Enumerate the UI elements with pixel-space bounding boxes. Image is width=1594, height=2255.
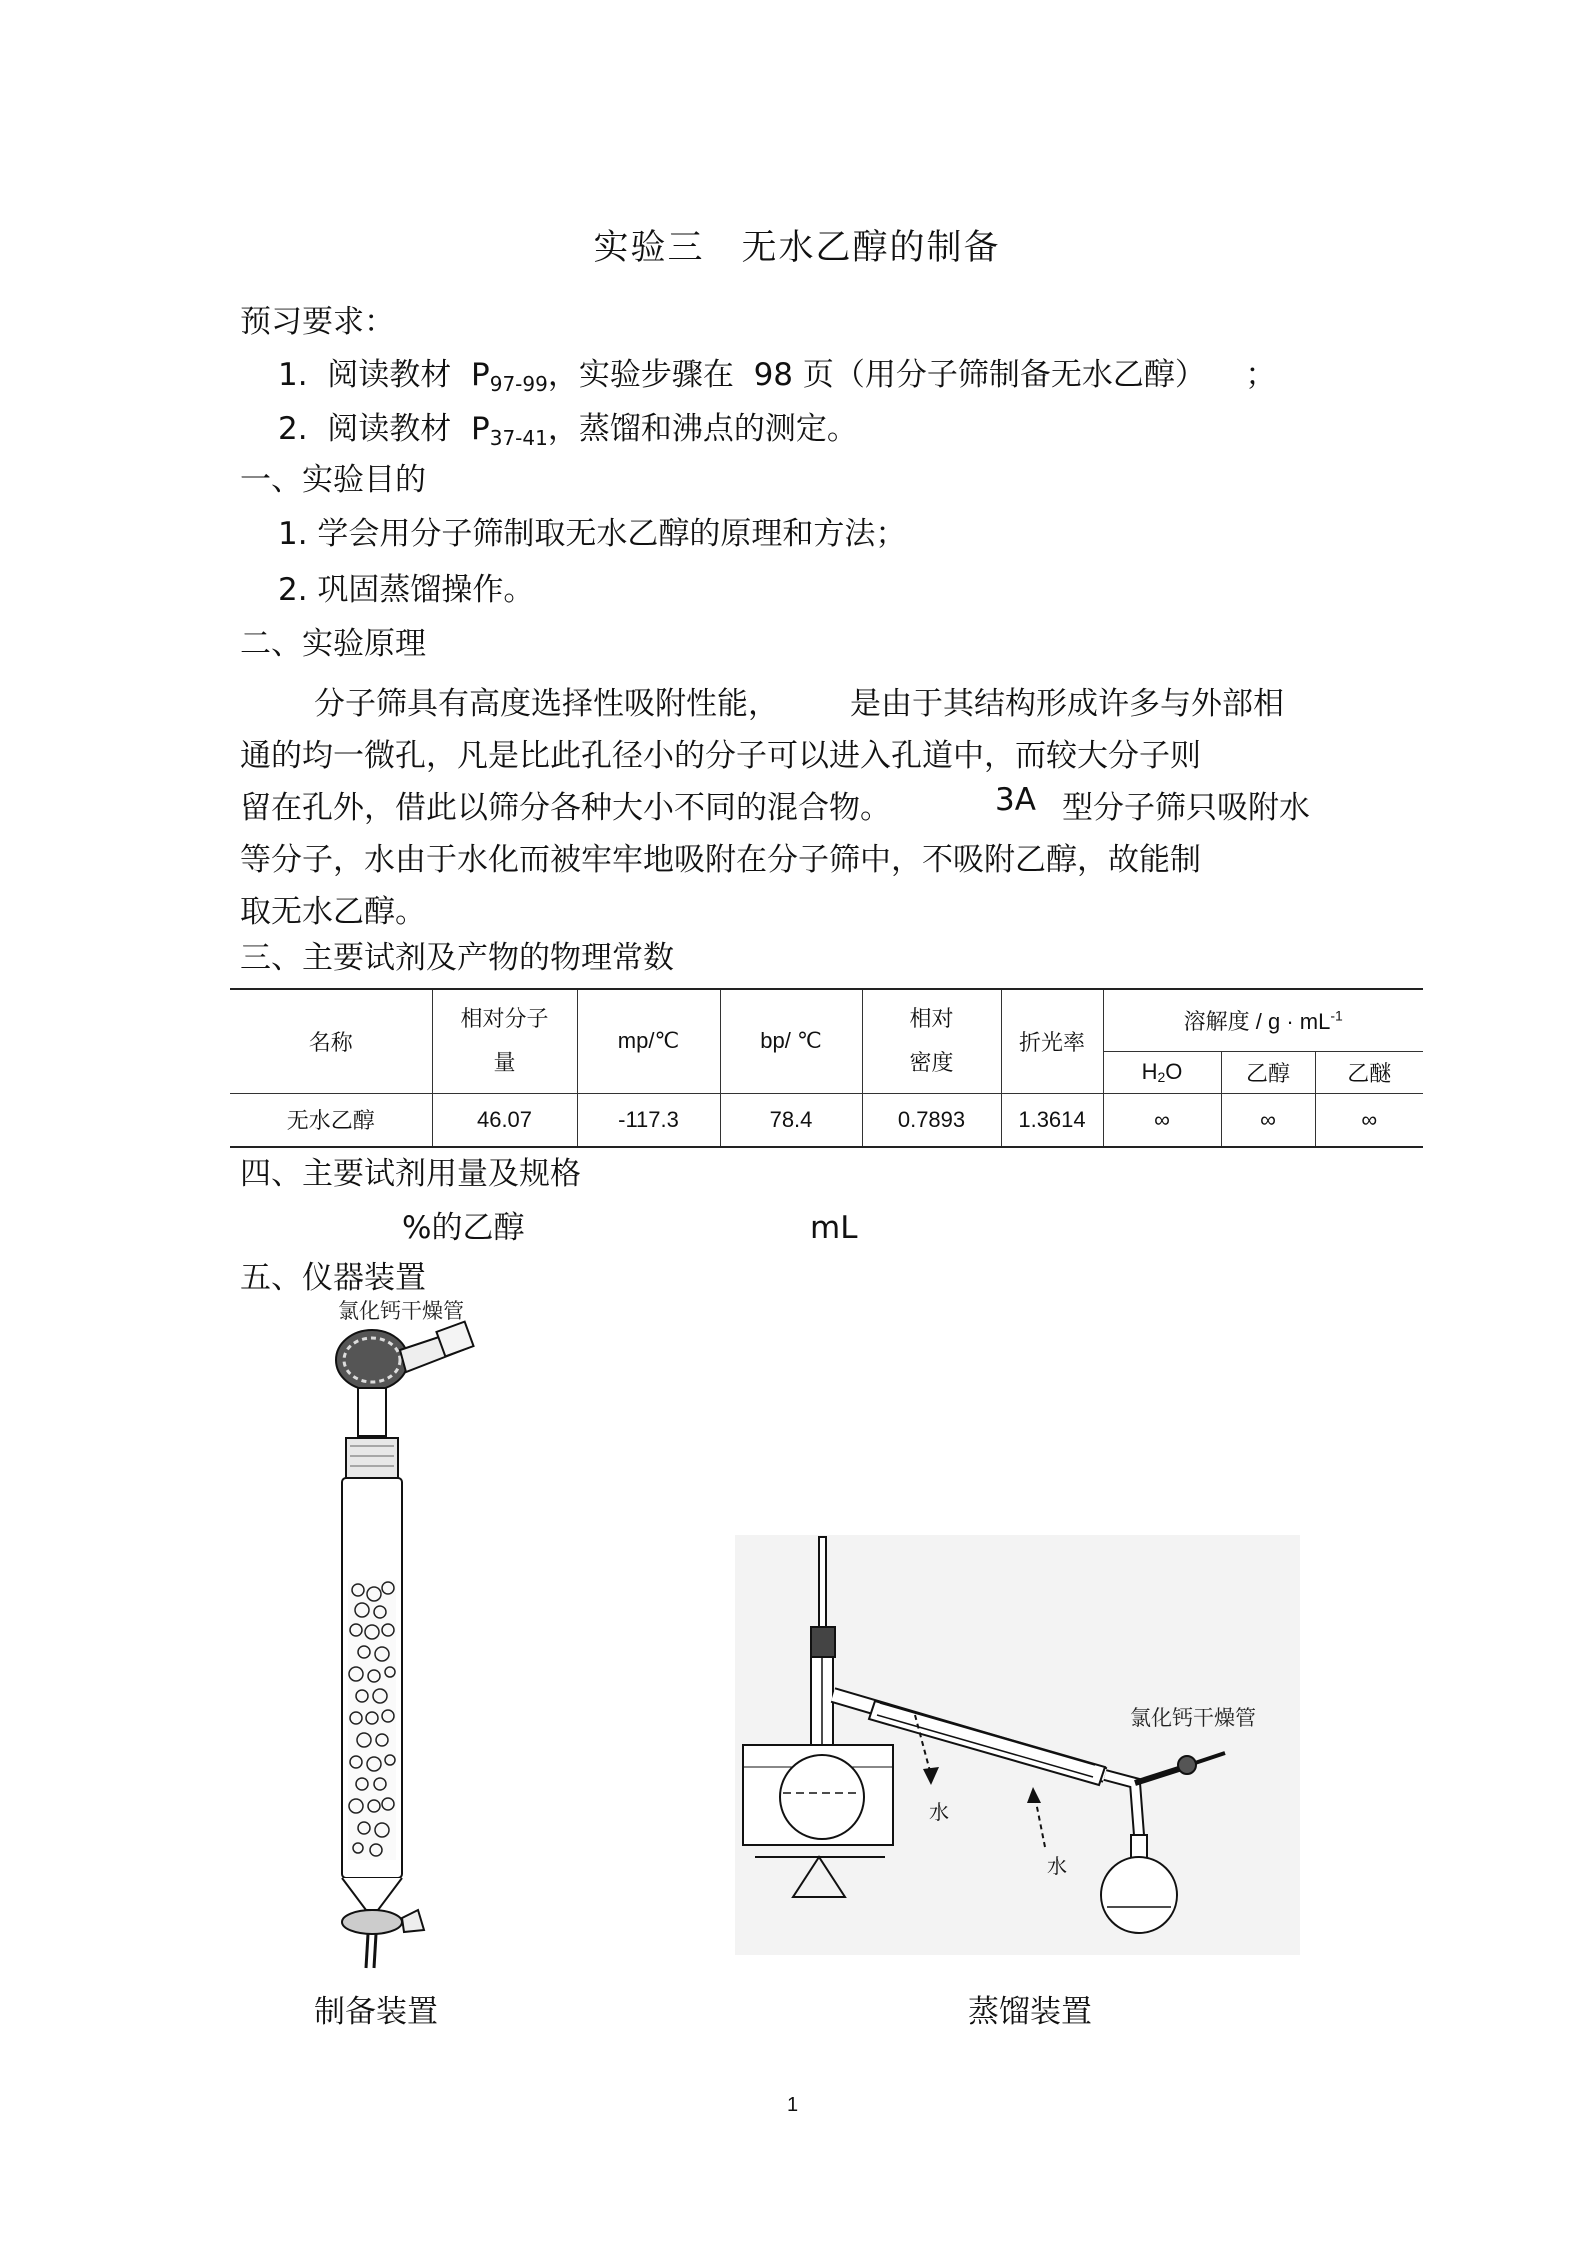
th-name: 名称	[230, 989, 432, 1093]
section-3-heading: 三、主要试剂及产物的物理常数	[240, 940, 674, 976]
principle-line-4: 等分子，水由于水化而被牢牢地吸附在分子筛中，不吸附乙醇，故能制	[240, 842, 1201, 878]
drying-tube-label-right: 氯化钙干燥管	[1130, 1706, 1256, 1730]
preview-item-1-text-d: ；	[1245, 357, 1277, 393]
th-density: 相对 密度	[862, 989, 1001, 1093]
preview-item-1-text-b: ，实验步骤在	[547, 357, 734, 393]
section-1-item-2: 2. 巩固蒸馏操作。	[278, 572, 535, 608]
molecular-sieve-packing-icon	[348, 1580, 396, 1860]
section-5-heading: 五、仪器装置	[240, 1260, 426, 1296]
cell-name: 无水乙醇	[230, 1093, 432, 1147]
principle-line-5: 取无水乙醇。	[240, 894, 426, 930]
cell-sol-ethanol: ∞	[1221, 1093, 1315, 1147]
preview-item-1-num: 1.	[278, 357, 308, 393]
cell-sol-water: ∞	[1103, 1093, 1221, 1147]
cell-molecular-weight: 46.07	[432, 1093, 577, 1147]
preview-item-2-text-a: 阅读教材	[327, 411, 452, 447]
preview-item-1-text-c: 98 页（用分子筛制备无水乙醇）	[753, 357, 1206, 393]
principle-line-3b: 3A	[995, 782, 1036, 818]
physical-constants-table	[230, 988, 1423, 1148]
page-number: 1	[787, 2094, 799, 2116]
th-solubility: 溶解度 / $g \cdot mL^{-1}$	[1103, 989, 1423, 1051]
stopcock-icon	[342, 1910, 424, 1934]
preview-item-1-page: $P_{97-99}$	[471, 357, 548, 396]
principle-line-1a: 分子筛具有高度选择性吸附性能，	[314, 686, 779, 722]
section-1-heading: 一、实验目的	[240, 462, 426, 498]
preview-item-2-num: 2.	[278, 411, 308, 447]
section-1-item-1: 1. 学会用分子筛制取无水乙醇的原理和方法；	[278, 516, 907, 552]
section-2-heading: 二、实验原理	[240, 626, 426, 662]
cell-sol-ether: ∞	[1315, 1093, 1423, 1147]
th-sol-water: $H_2O$	[1103, 1051, 1221, 1093]
drying-tube-icon	[336, 1322, 474, 1436]
caption-distillation: 蒸馏装置	[968, 1994, 1092, 2030]
th-bp: bp/ ℃	[720, 989, 862, 1093]
section-4-heading: 四、主要试剂用量及规格	[240, 1156, 581, 1192]
preview-item-1-text-a: 阅读教材	[327, 357, 452, 393]
preview-item-1	[278, 355, 1276, 404]
cell-density: 0.7893	[862, 1093, 1001, 1147]
page-title: 实验三 无水乙醇的制备	[593, 228, 1001, 268]
principle-line-3a: 留在孔外，借此以筛分各种大小不同的混合物。	[240, 790, 891, 826]
principle-line-3c: 型分子筛只吸附水	[1062, 790, 1310, 826]
th-refractive-index: 折光率	[1001, 989, 1103, 1093]
preview-heading: 预习要求：	[240, 304, 395, 340]
water-label-out: 水	[929, 1800, 949, 1824]
boiling-flask-icon	[780, 1755, 864, 1839]
drying-tube-label-left: 氯化钙干燥管	[338, 1299, 464, 1323]
reagent-spec: %的乙醇	[402, 1210, 525, 1246]
preview-item-2	[278, 409, 858, 458]
receiving-flask-icon	[1101, 1857, 1177, 1933]
principle-line-1b: 是由于其结构形成许多与外部相	[850, 686, 1284, 722]
caption-preparation: 制备装置	[314, 1994, 438, 2030]
cell-mp: -117.3	[577, 1093, 720, 1147]
preview-item-2-page: $P_{37-41}$	[471, 411, 548, 450]
cell-bp: 78.4	[720, 1093, 862, 1147]
th-molecular-weight: 相对分子 量	[432, 989, 577, 1093]
preparation-apparatus-figure	[300, 1290, 540, 1970]
th-sol-ethanol: 乙醇	[1221, 1051, 1315, 1093]
principle-line-2: 通的均一微孔，凡是比此孔径小的分子可以进入孔道中，而较大分子则	[240, 738, 1201, 774]
th-sol-ether: 乙醚	[1315, 1051, 1423, 1093]
reagent-unit: mL	[810, 1210, 858, 1246]
preview-item-2-text-b: ，蒸馏和沸点的测定。	[547, 411, 858, 447]
cell-refractive-index: 1.3614	[1001, 1093, 1103, 1147]
th-mp: mp/℃	[577, 989, 720, 1093]
water-label-in: 水	[1047, 1854, 1067, 1878]
distillation-apparatus-figure	[735, 1535, 1300, 1955]
